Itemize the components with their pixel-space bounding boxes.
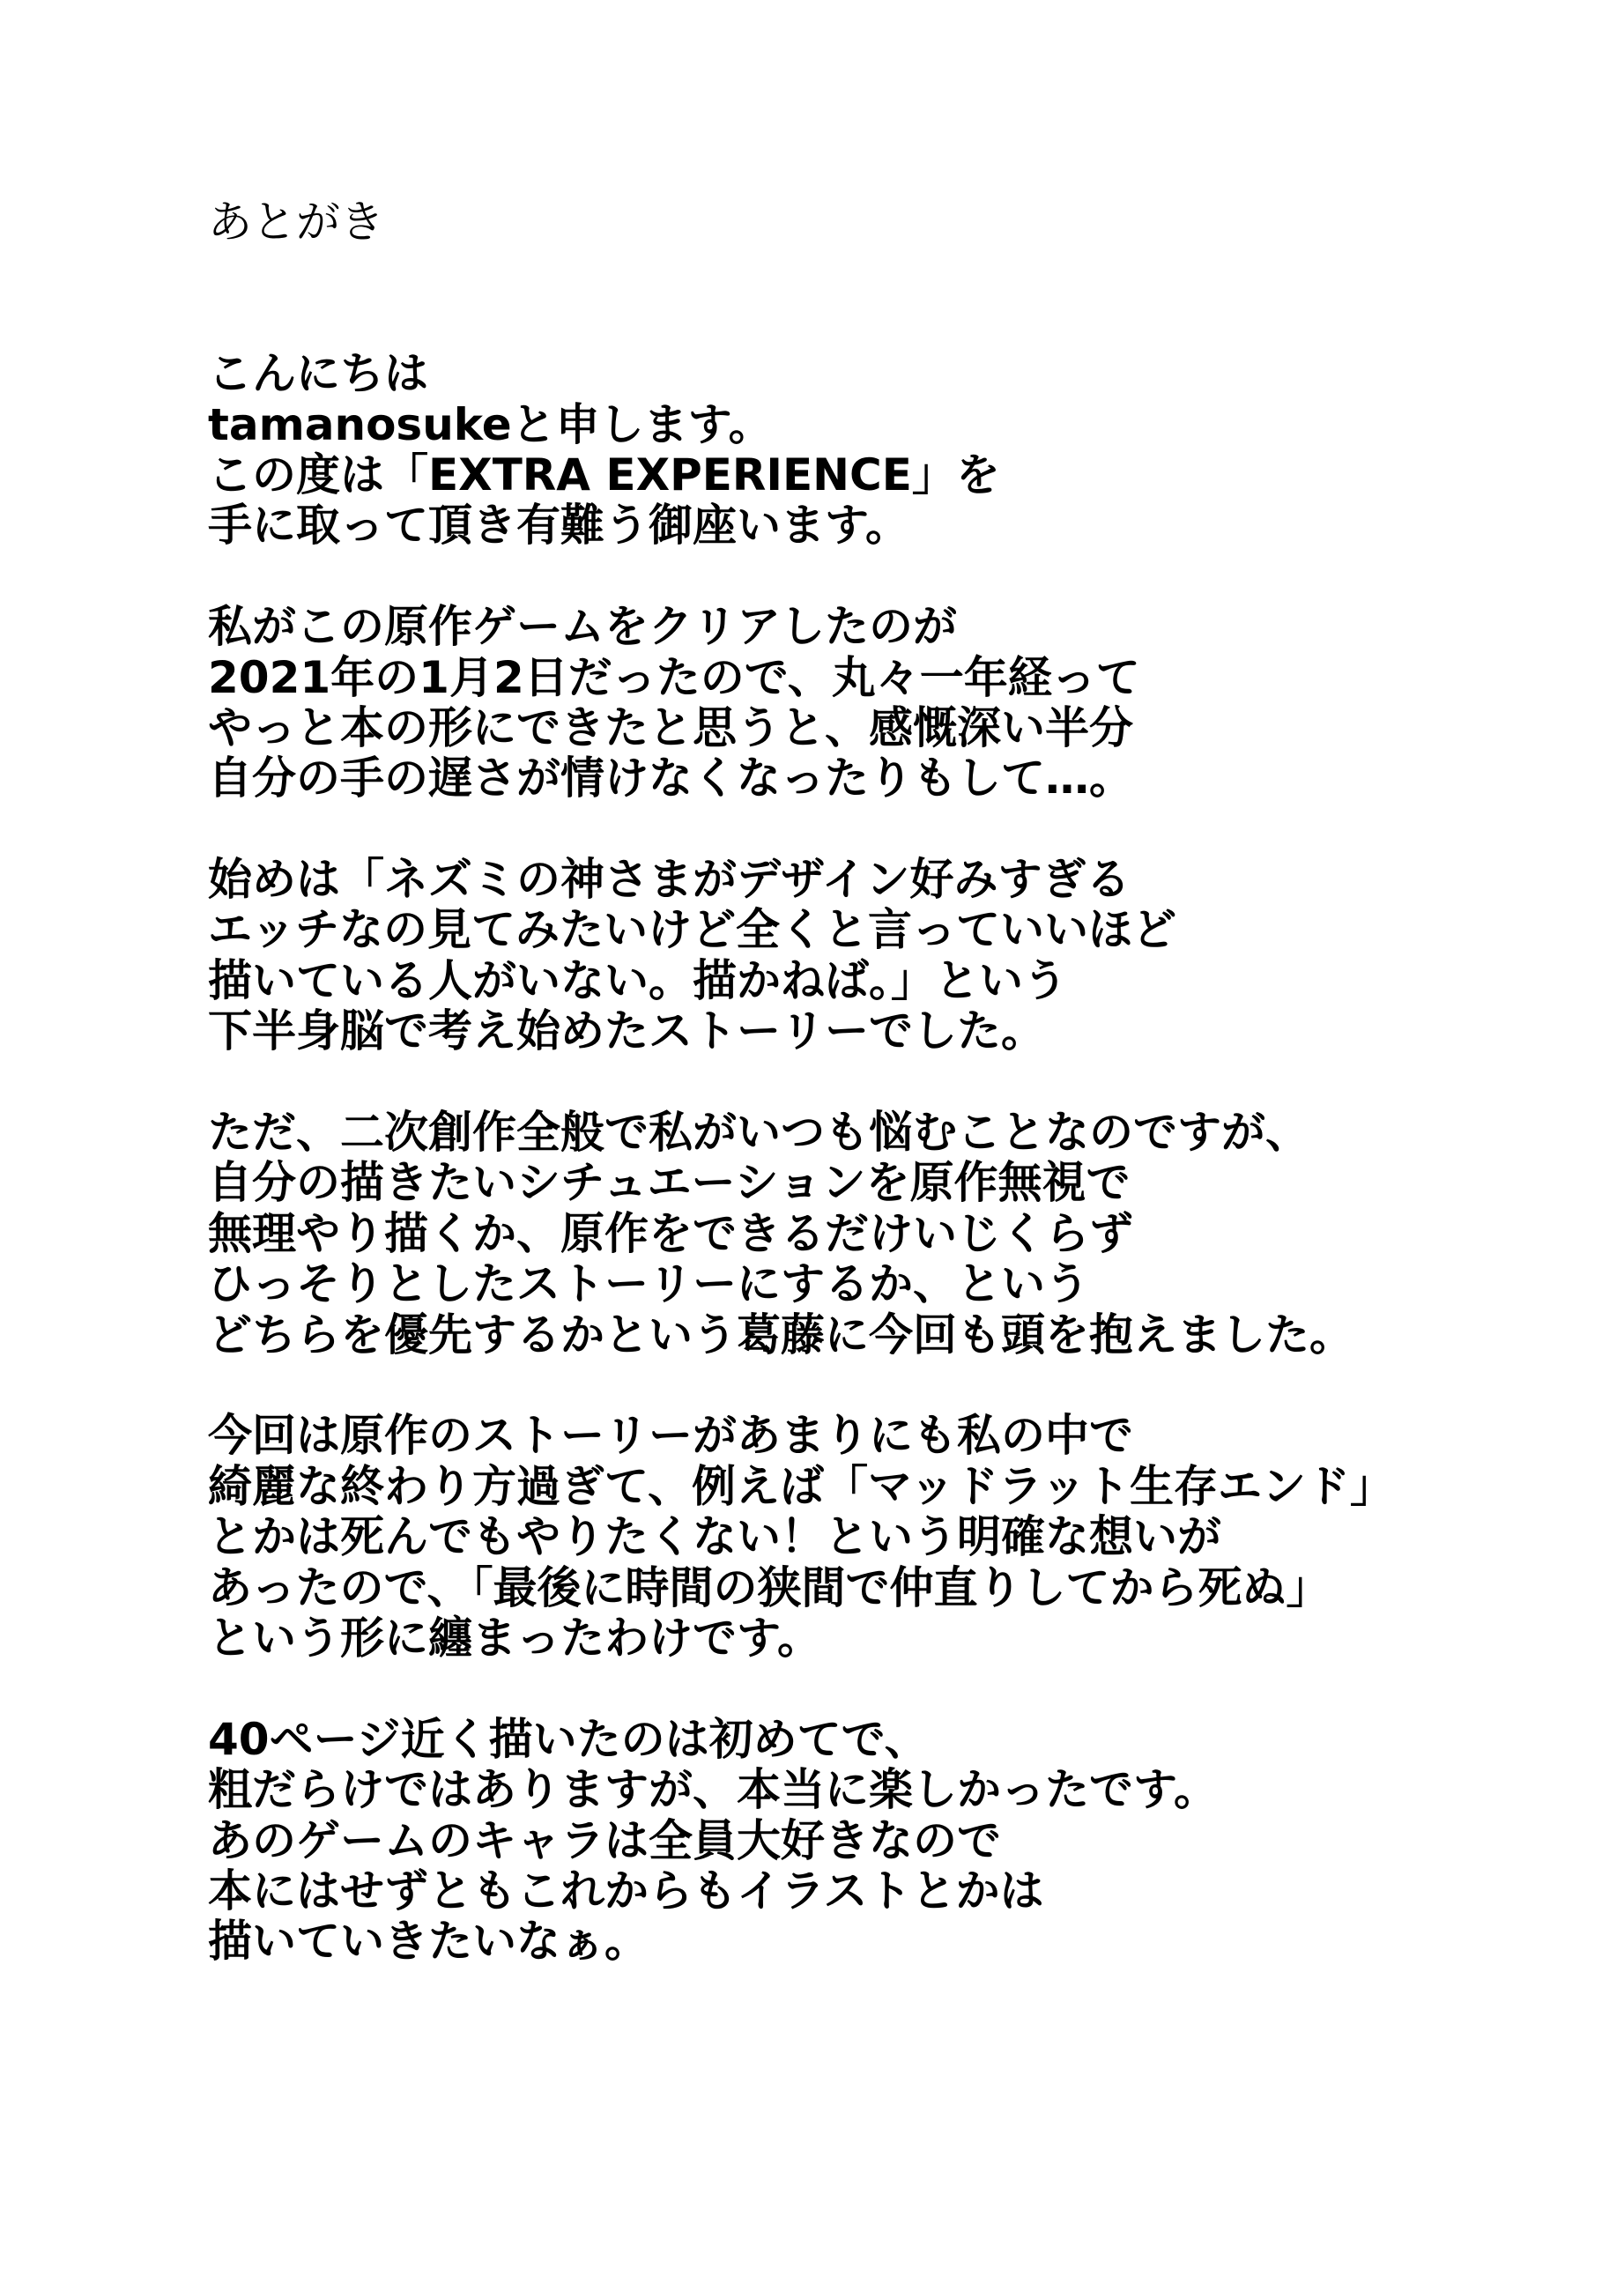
paragraph-spacer [208, 552, 1583, 602]
text-line: 本にはせずともこれからもイラストとかは [208, 1865, 1044, 1917]
text-line: 2021年の1月2日だったので、丸々一年経って [208, 651, 1140, 703]
afterword-title: あとがき [208, 196, 384, 248]
text-line: どちらを優先するかという葛藤に今回も頭を抱えました。 [208, 1309, 1353, 1361]
text-line: 40ページ近く描いたのは初めてで、 [208, 1713, 929, 1765]
text-line: こんにちは [208, 348, 428, 400]
paragraph-spacer [208, 1057, 1583, 1108]
paragraph-spacer [208, 1361, 1583, 1411]
text-line: 描いている人がいない。描かねば。」という [208, 954, 1067, 1006]
text-line: 始めは「ネズミの神さまがデザイン好みすぎる [208, 854, 1131, 906]
text-line: やっと本の形にできたと思うと、感慨深い半分 [208, 701, 1133, 753]
text-line: 無理やり描くか、原作をできるだけいじくらず [208, 1207, 1133, 1259]
text-line: 私がこの原作ゲームをクリアしたのが [208, 601, 957, 653]
text-line: 自分の描きたいシチュエーションを原作無視で [208, 1157, 1131, 1209]
text-line: 自分の手の遅さが情けなくなったりもして…。 [208, 753, 1133, 805]
title-spacer [208, 248, 1583, 349]
afterword-text-block [208, 197, 1583, 1968]
paragraph-greeting [208, 349, 1583, 552]
paragraph-closing [208, 1715, 1583, 1968]
paragraph-dilemma [208, 1108, 1583, 1361]
text-line: という形に纏まったわけです。 [208, 1612, 821, 1664]
text-line: 今回は原作のストーリーがあまりにも私の中で [208, 1410, 1133, 1462]
paragraph-spacer [208, 805, 1583, 855]
text-line: 粗だらけではありますが、本当に楽しかったです。 [208, 1764, 1218, 1816]
paragraph-ending [208, 1411, 1583, 1664]
text-line: 下半身脳で考え始めたストーリーでした。 [208, 1005, 1045, 1057]
text-line: 綺麗な終わり方過ぎて、例えば「マッドラット生存エンド」 [208, 1460, 1394, 1512]
text-line: あのゲームのキャラは全員大好きなので [208, 1814, 1001, 1866]
text-line: ただ、二次創作全般で私がいつも悩むことなのですが、 [208, 1107, 1309, 1159]
text-line: この度は「EXTRA EXPERIENCE」を [208, 449, 1000, 501]
paragraph-background [208, 602, 1583, 805]
text-line: tamanosukeと申します。 [208, 398, 773, 450]
text-line: とかは死んでもやりたくない！という明確な想いが [208, 1511, 1221, 1563]
paragraph-spacer [208, 1664, 1583, 1714]
text-line: エッチなの見てみたいけど全くと言っていいほど [208, 904, 1176, 956]
paragraph-motivation [208, 855, 1583, 1057]
text-line: あったので、「最後に時間の狭間で仲直りしてから死ぬ」 [208, 1561, 1331, 1613]
text-line: 手に取って頂き有難う御座います。 [208, 500, 909, 552]
text-line: ひっそりとしたストーリーにするか、という [208, 1258, 1089, 1310]
text-line: 描いていきたいなぁ。 [208, 1916, 649, 1968]
